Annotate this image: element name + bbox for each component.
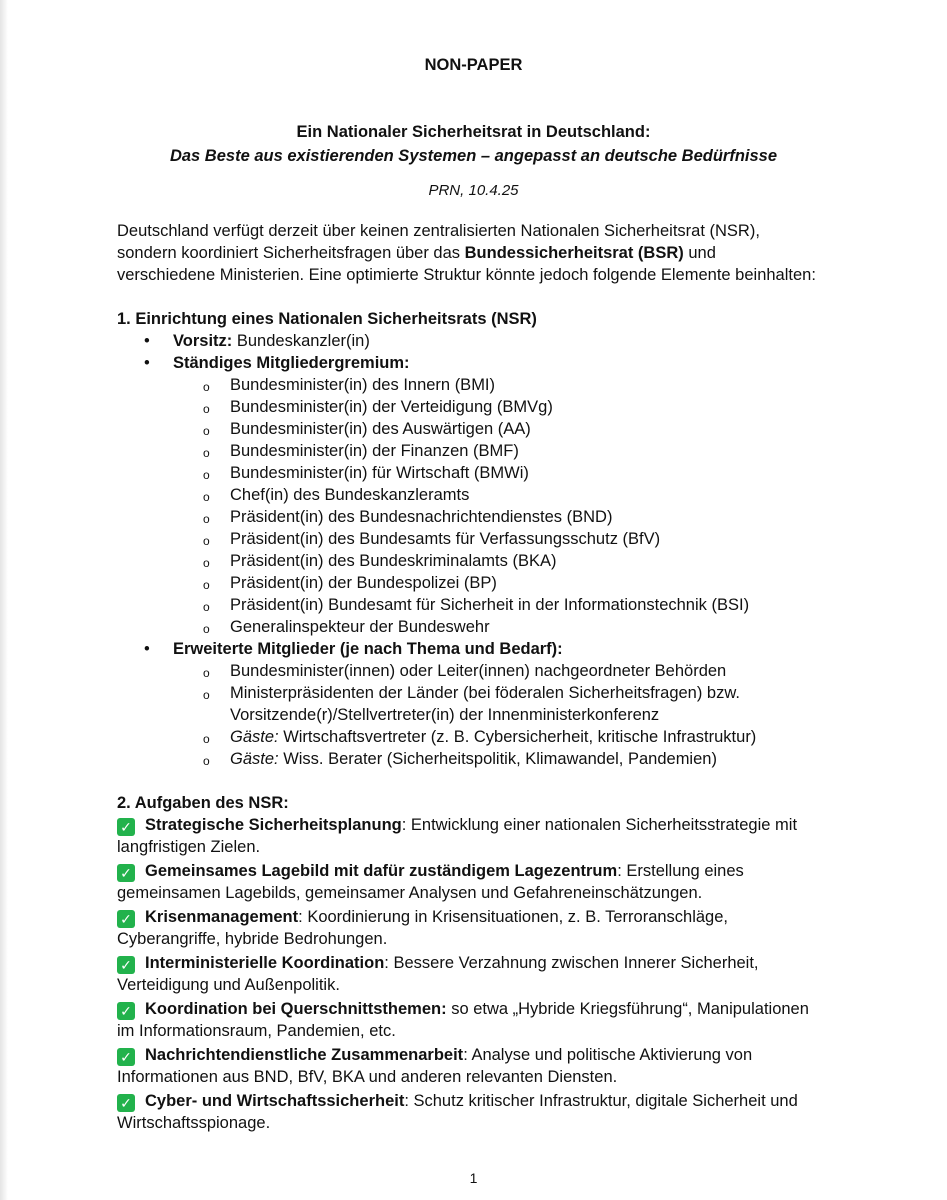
task-item	[117, 860, 817, 904]
member-text: Bundesminister(in) der Finanzen (BMF)	[230, 442, 519, 460]
intro-text-1: Deutschland verfügt derzeit über keinen zentralisierten Nationalen Sicherheitsrat (NSR), sondern koordiniert Sicherheitsfragen über das	[117, 222, 760, 262]
task-text: Bessere Verzahnung zwischen Innerer Sicherheit, Verteidigung und Außenpolitik.	[117, 954, 759, 994]
list-item	[117, 550, 817, 572]
sub-bullet-icon: o	[203, 446, 210, 460]
task-item	[117, 1090, 817, 1134]
list-item	[117, 726, 817, 748]
member-text: Präsident(in) Bundesamt für Sicherheit in der Informationstechnik (BSI)	[230, 596, 750, 614]
chair-label: Vorsitz:	[173, 332, 233, 350]
check-icon: ✓	[117, 910, 135, 928]
bullet-chair	[117, 330, 817, 352]
sub-bullet-icon: o	[203, 666, 210, 680]
check-icon: ✓	[117, 1094, 135, 1112]
task-list	[117, 814, 817, 1134]
intro-text-2: und verschiedene Ministerien. Eine optimierte Struktur könnte jedoch folgende Elemente beinhalten:	[117, 244, 816, 284]
sub-bullet-icon: o	[203, 578, 210, 592]
sub-bullet-icon: o	[203, 732, 210, 746]
task-item	[117, 814, 817, 858]
task-separator: :	[384, 954, 394, 972]
list-item	[117, 616, 817, 638]
member-text: Bundesminister(in) des Auswärtigen (AA)	[230, 420, 531, 438]
extended-text-1: Bundesminister(innen) oder Leiter(innen) nachgeordneter Behörden	[230, 662, 727, 680]
sub-bullet-icon: o	[203, 556, 210, 570]
subtitle-line-2: Das Beste aus existierenden Systemen – angepasst an deutsche Bedürfnisse	[169, 147, 778, 165]
chair-value: Bundeskanzler(in)	[232, 332, 370, 350]
extended-text-2: Ministerpräsidenten der Länder (bei föderalen Sicherheitsfragen) bzw. Vorsitzende(r)/Stellvertreter(in) der Innenministerkonferenz	[230, 684, 740, 724]
member-text: Bundesminister(in) für Wirtschaft (BMWi)	[230, 464, 529, 482]
check-icon: ✓	[117, 1002, 135, 1020]
bullet-extended-members	[117, 638, 817, 660]
task-title: Krisenmanagement	[145, 908, 299, 926]
list-item	[117, 418, 817, 440]
list-item	[117, 440, 817, 462]
guest-text-1: Wirtschaftsvertreter (z. B. Cybersicherheit, kritische Infrastruktur)	[278, 728, 757, 746]
check-icon: ✓	[117, 864, 135, 882]
bullet-icon: •	[144, 640, 150, 658]
standing-label: Ständiges Mitgliedergremium:	[173, 354, 410, 372]
list-item	[117, 506, 817, 528]
task-item	[117, 1044, 817, 1088]
task-title: Gemeinsames Lagebild mit dafür zuständigem Lagezentrum	[145, 862, 618, 880]
sub-bullet-icon: o	[203, 688, 210, 702]
check-icon: ✓	[117, 956, 135, 974]
task-title: Interministerielle Koordination	[145, 954, 385, 972]
task-text: so etwa „Hybride Kriegsführung“, Manipulationen im Informationsraum, Pandemien, etc.	[117, 1000, 809, 1040]
list-item	[117, 462, 817, 484]
task-separator: :	[404, 1092, 414, 1110]
member-text: Präsident(in) des Bundesnachrichtendienstes (BND)	[230, 508, 613, 526]
task-text: Analyse und politische Aktivierung von Informationen aus BND, BfV, BKA und anderen relevanten Diensten.	[117, 1046, 753, 1086]
task-separator: :	[401, 816, 411, 834]
guest-label: Gäste:	[230, 750, 279, 768]
intro-paragraph	[117, 220, 817, 286]
list-item	[117, 594, 817, 616]
check-icon: ✓	[117, 1048, 135, 1066]
dateline: PRN, 10.4.25	[428, 182, 519, 199]
sub-bullet-icon: o	[203, 754, 210, 768]
bullet-icon: •	[144, 332, 150, 350]
list-item	[117, 660, 817, 682]
intro-bold-term: Bundessicherheitsrat (BSR)	[464, 244, 684, 262]
sub-bullet-icon: o	[203, 534, 210, 548]
list-item	[117, 484, 817, 506]
member-text: Präsident(in) des Bundesamts für Verfassungsschutz (BfV)	[230, 530, 661, 548]
document-body	[117, 220, 817, 1136]
list-item	[117, 528, 817, 550]
task-title: Nachrichtendienstliche Zusammenarbeit	[145, 1046, 464, 1064]
section-2-heading: 2. Aufgaben des NSR:	[117, 794, 289, 812]
guest-text-2: Wiss. Berater (Sicherheitspolitik, Klimawandel, Pandemien)	[278, 750, 717, 768]
list-item	[117, 396, 817, 418]
task-text: Entwicklung einer nationalen Sicherheitsstrategie mit langfristigen Zielen.	[117, 816, 798, 856]
sub-bullet-icon: o	[203, 490, 210, 504]
guest-label: Gäste:	[230, 728, 279, 746]
document-title: NON-PAPER	[424, 56, 523, 74]
task-separator: :	[298, 908, 308, 926]
task-title: Koordination bei Querschnittsthemen:	[145, 1000, 447, 1018]
sub-bullet-icon: o	[203, 468, 210, 482]
task-title: Cyber- und Wirtschaftssicherheit	[145, 1092, 405, 1110]
member-text: Präsident(in) des Bundeskriminalamts (BKA)	[230, 552, 557, 570]
list-item	[117, 682, 817, 726]
task-separator: :	[463, 1046, 472, 1064]
sub-bullet-icon: o	[203, 622, 210, 636]
task-item	[117, 952, 817, 996]
sub-bullet-icon: o	[203, 380, 210, 394]
list-item	[117, 374, 817, 396]
member-text: Bundesminister(in) der Verteidigung (BMVg)	[230, 398, 553, 416]
sub-bullet-icon: o	[203, 600, 210, 614]
member-text: Präsident(in) der Bundespolizei (BP)	[230, 574, 497, 592]
subtitle-block	[0, 120, 947, 168]
check-icon: ✓	[117, 818, 135, 836]
extended-members-list	[117, 660, 817, 770]
task-item	[117, 906, 817, 950]
list-item	[117, 748, 817, 770]
task-item	[117, 998, 817, 1042]
page-number: 1	[469, 1170, 478, 1186]
bullet-icon: •	[144, 354, 150, 372]
section-1-heading: 1. Einrichtung eines Nationalen Sicherheitsrats (NSR)	[117, 310, 537, 328]
sub-bullet-icon: o	[203, 512, 210, 526]
standing-members-list	[117, 374, 817, 638]
sub-bullet-icon: o	[203, 402, 210, 416]
member-text: Generalinspekteur der Bundeswehr	[230, 618, 490, 636]
member-text: Chef(in) des Bundeskanzleramts	[230, 486, 470, 504]
list-item	[117, 572, 817, 594]
task-text: Koordinierung in Krisensituationen, z. B. Terroranschläge, Cyberangriffe, hybride Bedrohungen.	[117, 908, 728, 948]
page-edge-shadow	[0, 0, 8, 1200]
extended-label: Erweiterte Mitglieder (je nach Thema und Bedarf):	[173, 640, 563, 658]
task-title: Strategische Sicherheitsplanung	[145, 816, 402, 834]
task-text: Schutz kritischer Infrastruktur, digitale Sicherheit und Wirtschaftsspionage.	[117, 1092, 798, 1132]
member-text: Bundesminister(in) des Innern (BMI)	[230, 376, 496, 394]
bullet-standing-members	[117, 352, 817, 374]
subtitle-line-1: Ein Nationaler Sicherheitsrat in Deutschland:	[296, 123, 651, 141]
task-text: Erstellung eines gemeinsamen Lagebilds, gemeinsamer Analysen und Gefahreneinschätzungen.	[117, 862, 744, 902]
task-separator: :	[617, 862, 627, 880]
sub-bullet-icon: o	[203, 424, 210, 438]
